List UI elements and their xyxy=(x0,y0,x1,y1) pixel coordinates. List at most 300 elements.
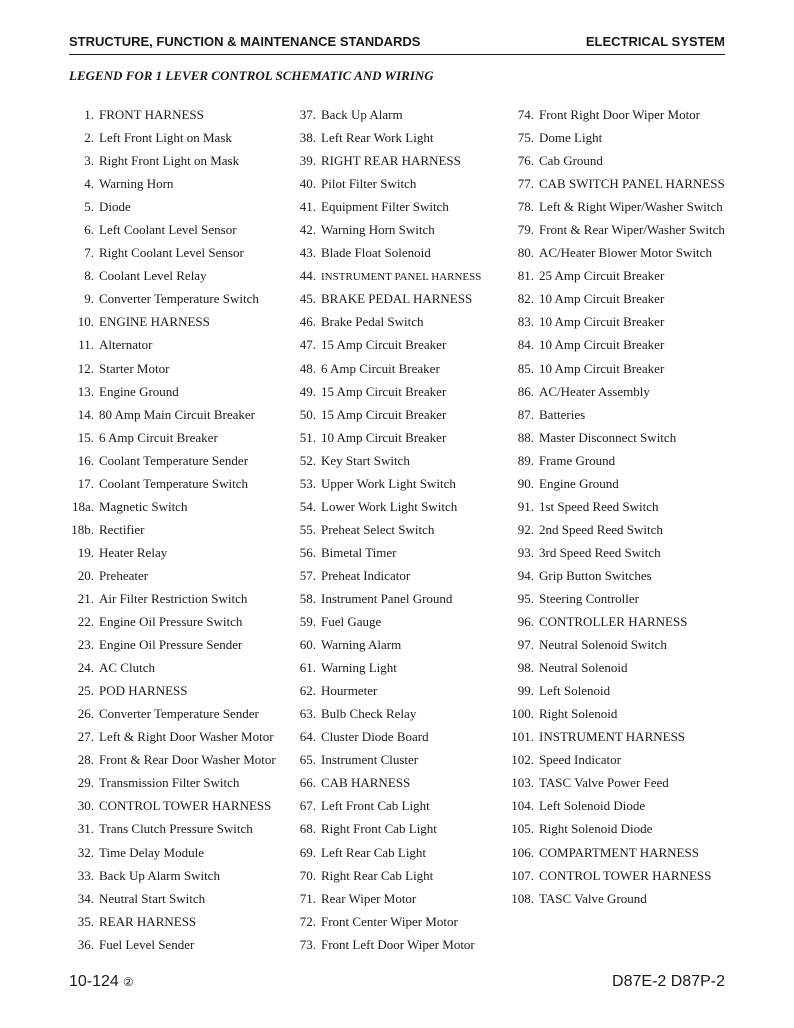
legend-item-label: RIGHT REAR HARNESS xyxy=(321,153,461,169)
legend-item xyxy=(282,472,502,495)
legend-item-number: 102. xyxy=(511,752,534,768)
legend-item-label: Equipment Filter Switch xyxy=(321,199,449,215)
legend-item-number: 89. xyxy=(517,452,534,468)
legend-item-label: ENGINE HARNESS xyxy=(99,314,210,330)
legend-item-label: 80 Amp Main Circuit Breaker xyxy=(99,406,255,422)
legend-item-number: 78. xyxy=(517,199,534,215)
legend-item-number: 5. xyxy=(84,199,94,215)
legend-item-label: CONTROL TOWER HARNESS xyxy=(539,867,712,883)
legend-item-label: 6 Amp Circuit Breaker xyxy=(99,429,218,445)
legend-item xyxy=(282,518,502,541)
legend-item xyxy=(282,748,502,771)
legend-item-number: 4. xyxy=(84,176,94,192)
legend-item-label: Upper Work Light Switch xyxy=(321,475,456,491)
legend-item-number: 52. xyxy=(299,452,316,468)
legend-item-number: 46. xyxy=(299,314,316,330)
legend-item-number: 82. xyxy=(517,291,534,307)
legend-item xyxy=(60,587,280,610)
legend-item xyxy=(500,218,740,241)
legend-column-2 xyxy=(282,103,502,956)
legend-item-label: Trans Clutch Pressure Switch xyxy=(99,821,253,837)
legend-item-label: Alternator xyxy=(99,337,153,353)
legend-item xyxy=(282,426,502,449)
legend-item-number: 12. xyxy=(77,360,94,376)
legend-item-label: Pilot Filter Switch xyxy=(321,176,417,192)
legend-item-number: 31. xyxy=(77,821,94,837)
legend-item-label: CAB HARNESS xyxy=(321,775,411,791)
legend-item-label: 10 Amp Circuit Breaker xyxy=(539,360,665,376)
legend-item xyxy=(282,864,502,887)
legend-item xyxy=(282,403,502,426)
legend-item xyxy=(282,449,502,472)
legend-item-label: Hourmeter xyxy=(321,683,378,699)
legend-item-label: CONTROLLER HARNESS xyxy=(539,614,688,630)
legend-item xyxy=(500,725,740,748)
legend-item-label: Air Filter Restriction Switch xyxy=(99,590,248,606)
legend-item xyxy=(282,357,502,380)
legend-item-number: 40. xyxy=(299,176,316,192)
legend-item xyxy=(60,610,280,633)
legend-item-label: Right Coolant Level Sensor xyxy=(99,245,244,261)
legend-item xyxy=(282,725,502,748)
legend-item-label: Fuel Level Sender xyxy=(99,936,195,952)
legend-item xyxy=(282,495,502,518)
legend-item-label: Diode xyxy=(99,199,131,215)
legend-item-number: 69. xyxy=(299,844,316,860)
legend-item-number: 76. xyxy=(517,153,534,169)
legend-item xyxy=(60,333,280,356)
legend-item xyxy=(60,748,280,771)
legend-item-number: 47. xyxy=(299,337,316,353)
legend-item xyxy=(500,172,740,195)
legend-item-number: 105. xyxy=(511,821,534,837)
legend-column-3 xyxy=(500,103,740,910)
page-footer xyxy=(69,973,725,997)
legend-item-label: Front Left Door Wiper Motor xyxy=(321,936,475,952)
legend-item xyxy=(500,610,740,633)
legend-item-label: 15 Amp Circuit Breaker xyxy=(321,337,447,353)
legend-item xyxy=(282,794,502,817)
legend-item-number: 68. xyxy=(299,821,316,837)
legend-item xyxy=(500,771,740,794)
legend-item-number: 100. xyxy=(511,706,534,722)
page-number xyxy=(69,973,134,991)
legend-item-number: 61. xyxy=(299,660,316,676)
legend-item-label: Batteries xyxy=(539,406,586,422)
legend-item-number: 85. xyxy=(517,360,534,376)
legend-item-label: Left Solenoid Diode xyxy=(539,798,646,814)
legend-item-label: 3rd Speed Reed Switch xyxy=(539,544,661,560)
legend-item-number: 41. xyxy=(299,199,316,215)
legend-item xyxy=(60,887,280,910)
legend-item-number: 2. xyxy=(84,130,94,146)
legend-item-label: Warning Alarm xyxy=(321,637,402,653)
legend-item-number: 94. xyxy=(517,567,534,583)
legend-item-number: 97. xyxy=(517,637,534,653)
legend-item xyxy=(282,241,502,264)
legend-item-label: Speed Indicator xyxy=(539,752,621,768)
legend-item-number: 66. xyxy=(299,775,316,791)
legend-item-label: Left Rear Work Light xyxy=(321,130,434,146)
legend-item-label: 2nd Speed Reed Switch xyxy=(539,521,663,537)
legend-item xyxy=(500,656,740,679)
legend-item xyxy=(60,287,280,310)
legend-item-label: COMPARTMENT HARNESS xyxy=(539,844,699,860)
legend-item xyxy=(500,241,740,264)
legend-item xyxy=(60,357,280,380)
legend-item-label: 1st Speed Reed Switch xyxy=(539,498,659,514)
legend-item-label: Engine Oil Pressure Switch xyxy=(99,614,243,630)
legend-item xyxy=(500,357,740,380)
legend-item-number: 22. xyxy=(77,614,94,630)
legend-item-number: 33. xyxy=(77,867,94,883)
legend-item-label: Warning Horn Switch xyxy=(321,222,435,238)
legend-item xyxy=(60,864,280,887)
legend-item-label: Transmission Filter Switch xyxy=(99,775,240,791)
legend-item xyxy=(60,495,280,518)
legend-item-number: 28. xyxy=(77,752,94,768)
legend-item-number: 24. xyxy=(77,660,94,676)
legend-item-number: 84. xyxy=(517,337,534,353)
legend-item-label: Left & Right Door Washer Motor xyxy=(99,729,274,745)
legend-item xyxy=(282,172,502,195)
legend-item-number: 87. xyxy=(517,406,534,422)
legend-item xyxy=(282,380,502,403)
legend-item-number: 48. xyxy=(299,360,316,376)
legend-item xyxy=(500,333,740,356)
legend-item-number: 64. xyxy=(299,729,316,745)
legend-item-label: Left & Right Wiper/Washer Switch xyxy=(539,199,723,215)
legend-item xyxy=(60,794,280,817)
legend-item-label: TASC Valve Power Feed xyxy=(539,775,669,791)
legend-item-label: Neutral Solenoid xyxy=(539,660,628,676)
legend-item-number: 74. xyxy=(517,107,534,122)
legend-item-number: 51. xyxy=(299,429,316,445)
legend-item xyxy=(500,564,740,587)
legend-item xyxy=(282,564,502,587)
legend-item-number: 75. xyxy=(517,130,534,146)
legend-item xyxy=(60,771,280,794)
legend-item-number: 92. xyxy=(517,521,534,537)
legend-item-label: Converter Temperature Sender xyxy=(99,706,259,722)
legend-item-label: Coolant Temperature Switch xyxy=(99,475,249,491)
legend-item-number: 72. xyxy=(299,913,316,929)
legend-item xyxy=(500,887,740,910)
legend-item-label: Engine Oil Pressure Sender xyxy=(99,637,243,653)
legend-column-1 xyxy=(60,103,280,956)
legend-item-label: FRONT HARNESS xyxy=(99,107,204,122)
legend-item xyxy=(282,817,502,840)
legend-item-number: 42. xyxy=(299,222,316,238)
legend-item xyxy=(282,149,502,172)
legend-item-number: 23. xyxy=(77,637,94,653)
legend-item xyxy=(60,403,280,426)
legend-item-label: Coolant Temperature Sender xyxy=(99,452,249,468)
legend-item xyxy=(60,149,280,172)
legend-item-number: 93. xyxy=(517,544,534,560)
legend-item-label: Left Solenoid xyxy=(539,683,611,699)
legend-item-number: 32. xyxy=(77,844,94,860)
legend-item xyxy=(282,287,502,310)
legend-item xyxy=(500,864,740,887)
legend-item xyxy=(60,541,280,564)
legend-item-number: 44. xyxy=(299,268,316,284)
legend-item-label: Engine Ground xyxy=(539,475,619,491)
legend-item xyxy=(500,495,740,518)
legend-item-number: 14. xyxy=(77,406,94,422)
legend-item-label: Rear Wiper Motor xyxy=(321,890,417,906)
legend-item-label: Lower Work Light Switch xyxy=(321,498,458,514)
legend-item-label: Front Center Wiper Motor xyxy=(321,913,458,929)
legend-item-number: 101. xyxy=(511,729,534,745)
legend-item-number: 27. xyxy=(77,729,94,745)
legend-item xyxy=(60,241,280,264)
legend-item-label: Engine Ground xyxy=(99,383,179,399)
legend-item xyxy=(282,218,502,241)
page-number-text: 10-124 xyxy=(69,973,119,990)
legend-item-label: Bulb Check Relay xyxy=(321,706,417,722)
legend-item xyxy=(500,403,740,426)
legend-item-number: 45. xyxy=(299,291,316,307)
legend-item-number: 53. xyxy=(299,475,316,491)
legend-item-label: 10 Amp Circuit Breaker xyxy=(321,429,447,445)
legend-item xyxy=(500,702,740,725)
legend-item-label: Time Delay Module xyxy=(99,844,204,860)
legend-item-number: 104. xyxy=(511,798,534,814)
legend-item-number: 50. xyxy=(299,406,316,422)
legend-item-label: Frame Ground xyxy=(539,452,616,468)
legend-item-label: Grip Button Switches xyxy=(539,567,652,583)
legend-item xyxy=(500,587,740,610)
legend-item xyxy=(60,841,280,864)
legend-item xyxy=(500,679,740,702)
legend-item-number: 43. xyxy=(299,245,316,261)
legend-item-label: Bimetal Timer xyxy=(321,544,397,560)
legend-item-number: 62. xyxy=(299,683,316,699)
legend-item xyxy=(282,310,502,333)
legend-item xyxy=(60,656,280,679)
legend-item xyxy=(500,541,740,564)
legend-item-number: 81. xyxy=(517,268,534,284)
legend-item-label: 10 Amp Circuit Breaker xyxy=(539,314,665,330)
legend-item-label: 10 Amp Circuit Breaker xyxy=(539,291,665,307)
legend-item-label: Left Front Cab Light xyxy=(321,798,430,814)
legend-item-number: 83. xyxy=(517,314,534,330)
legend-item-number: 25. xyxy=(77,683,94,699)
legend-item-label: Front & Rear Wiper/Washer Switch xyxy=(539,222,725,238)
legend-item-label: Cluster Diode Board xyxy=(321,729,429,745)
legend-item-number: 55. xyxy=(299,521,316,537)
legend-item-number: 49. xyxy=(299,383,316,399)
legend-item-number: 57. xyxy=(299,567,316,583)
legend-item-number: 58. xyxy=(299,590,316,606)
legend-item-number: 80. xyxy=(517,245,534,261)
legend-item-number: 11. xyxy=(78,337,94,353)
legend-title: LEGEND FOR 1 LEVER CONTROL SCHEMATIC AND WIRING xyxy=(69,68,434,83)
legend-item-number: 60. xyxy=(299,637,316,653)
legend-item-number: 38. xyxy=(299,130,316,146)
legend-item-number: 103. xyxy=(511,775,534,791)
legend-item-label: Back Up Alarm xyxy=(321,107,403,122)
legend-item xyxy=(60,679,280,702)
legend-item-number: 7. xyxy=(84,245,94,261)
legend-item-label: Rectifier xyxy=(99,521,145,537)
legend-item xyxy=(60,195,280,218)
legend-item-label: Key Start Switch xyxy=(321,452,410,468)
legend-item-label: 15 Amp Circuit Breaker xyxy=(321,383,447,399)
legend-item xyxy=(282,264,502,287)
legend-item xyxy=(60,310,280,333)
legend-item-label: Steering Controller xyxy=(539,590,640,606)
legend-item-label: Warning Light xyxy=(321,660,397,676)
legend-item xyxy=(500,794,740,817)
legend-item-label: Preheater xyxy=(99,567,149,583)
legend-item xyxy=(282,126,502,149)
legend-item-number: 8. xyxy=(84,268,94,284)
legend-item xyxy=(60,380,280,403)
legend-item xyxy=(60,564,280,587)
legend-item-number: 18b. xyxy=(71,521,94,537)
legend-item xyxy=(60,817,280,840)
legend-item-label: Front & Rear Door Washer Motor xyxy=(99,752,276,768)
legend-item-label: Preheat Indicator xyxy=(321,567,411,583)
legend-item xyxy=(282,103,502,126)
legend-item-number: 39. xyxy=(299,153,316,169)
legend-item xyxy=(282,195,502,218)
legend-item-label: Right Front Light on Mask xyxy=(99,153,240,169)
legend-item-number: 6. xyxy=(84,222,94,238)
legend-item-label: 25 Amp Circuit Breaker xyxy=(539,268,665,284)
legend-item xyxy=(282,656,502,679)
legend-item xyxy=(500,287,740,310)
legend-item-number: 18a. xyxy=(71,498,94,514)
legend-item xyxy=(282,333,502,356)
legend-item xyxy=(500,748,740,771)
legend-item-label: Right Solenoid Diode xyxy=(539,821,653,837)
legend-item-label: Blade Float Solenoid xyxy=(321,245,431,261)
legend-item-number: 26. xyxy=(77,706,94,722)
legend-item-label: INSTRUMENT PANEL HARNESS xyxy=(321,271,482,284)
header-chapter-title: ELECTRICAL SYSTEM xyxy=(585,34,725,49)
legend-item-label: BRAKE PEDAL HARNESS xyxy=(321,291,473,307)
legend-item xyxy=(500,310,740,333)
legend-item-label: Right Solenoid xyxy=(539,706,618,722)
legend-item-label: Instrument Panel Ground xyxy=(321,590,453,606)
legend-item-label: REAR HARNESS xyxy=(99,913,197,929)
legend-item xyxy=(60,725,280,748)
legend-item xyxy=(60,518,280,541)
legend-item-label: 10 Amp Circuit Breaker xyxy=(539,337,665,353)
legend-item xyxy=(500,380,740,403)
legend-item-label: Left Coolant Level Sensor xyxy=(99,222,237,238)
legend-item-label: Fuel Gauge xyxy=(321,614,382,630)
legend-item-label: TASC Valve Ground xyxy=(539,890,647,906)
legend-item-number: 36. xyxy=(77,936,94,952)
legend-item xyxy=(60,264,280,287)
legend-item-number: 77. xyxy=(517,176,534,192)
legend-item-label: POD HARNESS xyxy=(99,683,188,699)
legend-item-label: AC/Heater Blower Motor Switch xyxy=(539,245,712,261)
page-header xyxy=(69,32,725,55)
legend-item xyxy=(60,472,280,495)
legend-item-label: Preheat Select Switch xyxy=(321,521,435,537)
legend-item xyxy=(60,933,280,956)
legend-item xyxy=(60,910,280,933)
legend-item-label: Back Up Alarm Switch xyxy=(99,867,220,883)
legend-item-number: 20. xyxy=(77,567,94,583)
legend-item xyxy=(282,541,502,564)
header-section-title: STRUCTURE, FUNCTION & MAINTENANCE STANDARDS xyxy=(69,34,421,49)
legend-item-number: 1. xyxy=(84,107,94,122)
legend-item-label: AC/Heater Assembly xyxy=(539,383,650,399)
legend-item-number: 19. xyxy=(77,544,94,560)
legend-item-number: 10. xyxy=(77,314,94,330)
legend-item-number: 54. xyxy=(299,498,316,514)
legend-item-number: 73. xyxy=(299,936,316,952)
legend-item-number: 90. xyxy=(517,475,534,491)
legend-item-number: 16. xyxy=(77,452,94,468)
legend-item-number: 15. xyxy=(77,429,94,445)
legend-item-number: 63. xyxy=(299,706,316,722)
legend-item-label: Neutral Start Switch xyxy=(99,890,206,906)
legend-item xyxy=(500,103,740,126)
legend-item-number: 59. xyxy=(299,614,316,630)
legend-item-label: Dome Light xyxy=(539,130,603,146)
legend-item-label: Neutral Solenoid Switch xyxy=(539,637,667,653)
legend-item xyxy=(500,126,740,149)
legend-item-label: AC Clutch xyxy=(99,660,155,676)
legend-item xyxy=(282,633,502,656)
legend-item xyxy=(60,103,280,126)
legend-item-number: 96. xyxy=(517,614,534,630)
legend-item xyxy=(500,426,740,449)
legend-item xyxy=(282,587,502,610)
legend-item-label: Left Rear Cab Light xyxy=(321,844,427,860)
legend-item-number: 13. xyxy=(77,383,94,399)
legend-item-number: 37. xyxy=(299,107,316,122)
legend-item xyxy=(60,702,280,725)
legend-item-number: 65. xyxy=(299,752,316,768)
legend-item-number: 106. xyxy=(511,844,534,860)
legend-item-label: Brake Pedal Switch xyxy=(321,314,424,330)
legend-item xyxy=(60,126,280,149)
legend-item-label: Left Front Light on Mask xyxy=(99,130,232,146)
legend-item xyxy=(282,887,502,910)
legend-item xyxy=(500,841,740,864)
legend-item xyxy=(60,218,280,241)
legend-item xyxy=(282,610,502,633)
legend-item-number: 34. xyxy=(77,890,94,906)
legend-item-number: 107. xyxy=(511,867,534,883)
legend-item xyxy=(282,771,502,794)
legend-item-label: 15 Amp Circuit Breaker xyxy=(321,406,447,422)
legend-item-number: 71. xyxy=(299,890,316,906)
legend-item-label: 6 Amp Circuit Breaker xyxy=(321,360,440,376)
legend-item-label: CONTROL TOWER HARNESS xyxy=(99,798,272,814)
revision-symbol: ② xyxy=(122,975,134,989)
legend-item xyxy=(282,702,502,725)
legend-item xyxy=(282,841,502,864)
legend-item-number: 88. xyxy=(517,429,534,445)
legend-item-number: 79. xyxy=(517,222,534,238)
legend-item-number: 70. xyxy=(299,867,316,883)
legend-item-number: 67. xyxy=(299,798,316,814)
legend-item xyxy=(60,633,280,656)
model-number: D87E-2 D87P-2 xyxy=(612,973,725,990)
legend-item xyxy=(500,449,740,472)
legend-item-number: 98. xyxy=(517,660,534,676)
legend-item xyxy=(500,518,740,541)
